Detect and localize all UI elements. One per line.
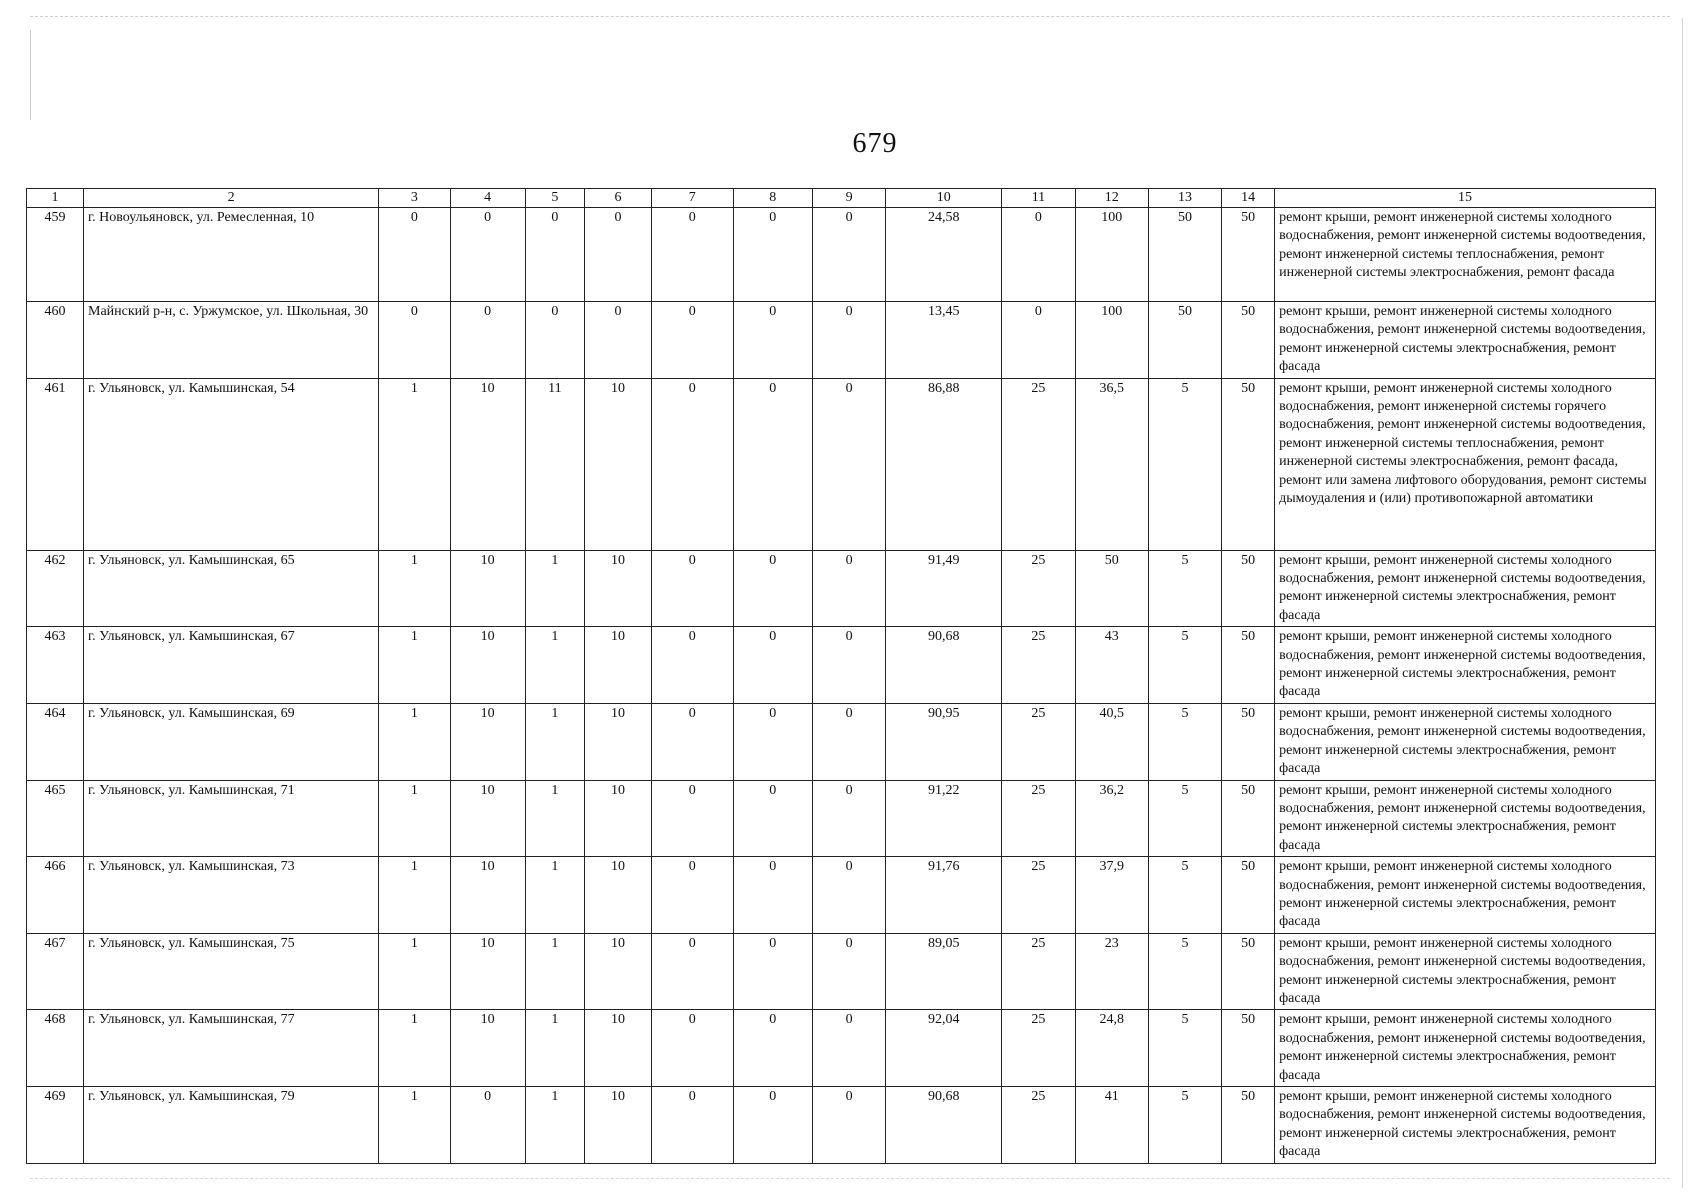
address-cell: г. Ульяновск, ул. Камышинская, 54 [84,378,379,550]
value-cell: 1 [525,627,584,704]
row-number-cell: 468 [27,1010,84,1087]
value-cell: 0 [812,933,885,1010]
page-number: 679 [852,128,898,159]
value-cell: 25 [1002,378,1075,550]
value-cell: 91,76 [886,857,1002,934]
address-cell: г. Ульяновск, ул. Камышинская, 67 [84,627,379,704]
value-cell: 1 [379,378,450,550]
repair-program-table-container [26,188,1656,1164]
column-header: 1 [27,189,84,208]
value-cell: 25 [1002,550,1075,627]
value-cell: 50 [1222,378,1275,550]
row-number-cell: 466 [27,857,84,934]
value-cell: 25 [1002,857,1075,934]
value-cell: 10 [584,780,651,857]
value-cell: 25 [1002,780,1075,857]
works-cell: ремонт крыши, ремонт инженерной системы холодного водоснабжения, ремонт инженерной системы водоотведения, ремонт инженерной системы электроснабжения, ремонт фасада [1275,703,1656,780]
value-cell: 0 [812,378,885,550]
value-cell: 1 [525,857,584,934]
address-cell: Майнский р-н, с. Уржумское, ул. Школьная, 30 [84,302,379,379]
table-row [27,627,1656,704]
value-cell: 10 [584,1010,651,1087]
value-cell: 0 [812,550,885,627]
value-cell: 50 [1222,1010,1275,1087]
value-cell: 1 [379,1087,450,1164]
table-row [27,378,1656,550]
value-cell: 10 [450,933,525,1010]
value-cell: 0 [652,780,733,857]
value-cell: 0 [652,208,733,302]
value-cell: 0 [652,302,733,379]
value-cell: 50 [1148,302,1221,379]
column-header: 12 [1075,189,1148,208]
value-cell: 5 [1148,933,1221,1010]
value-cell: 50 [1222,550,1275,627]
repair-program-table [26,188,1656,1164]
column-header: 5 [525,189,584,208]
works-cell: ремонт крыши, ремонт инженерной системы холодного водоснабжения, ремонт инженерной системы водоотведения, ремонт инженерной системы электроснабжения, ремонт фасада [1275,550,1656,627]
table-row [27,703,1656,780]
row-number-cell: 463 [27,627,84,704]
value-cell: 0 [450,208,525,302]
scan-edge-right [1682,18,1683,1188]
address-cell: г. Ульяновск, ул. Камышинская, 75 [84,933,379,1010]
table-row [27,1087,1656,1164]
value-cell: 40,5 [1075,703,1148,780]
works-cell: ремонт крыши, ремонт инженерной системы холодного водоснабжения, ремонт инженерной системы водоотведения, ремонт инженерной системы электроснабжения, ремонт фасада [1275,780,1656,857]
value-cell: 5 [1148,550,1221,627]
value-cell: 50 [1222,627,1275,704]
row-number-cell: 461 [27,378,84,550]
value-cell: 0 [652,550,733,627]
value-cell: 25 [1002,1087,1075,1164]
address-cell: г. Ульяновск, ул. Камышинская, 77 [84,1010,379,1087]
value-cell: 1 [379,933,450,1010]
value-cell: 25 [1002,1010,1075,1087]
value-cell: 50 [1075,550,1148,627]
value-cell: 5 [1148,627,1221,704]
value-cell: 0 [379,302,450,379]
column-header: 6 [584,189,651,208]
row-number-cell: 464 [27,703,84,780]
value-cell: 0 [652,857,733,934]
value-cell: 0 [652,703,733,780]
column-header: 4 [450,189,525,208]
value-cell: 1 [525,1087,584,1164]
row-number-cell: 462 [27,550,84,627]
value-cell: 0 [733,627,812,704]
value-cell: 0 [450,1087,525,1164]
value-cell: 5 [1148,857,1221,934]
value-cell: 37,9 [1075,857,1148,934]
value-cell: 0 [733,857,812,934]
value-cell: 50 [1222,857,1275,934]
table-row [27,550,1656,627]
value-cell: 36,2 [1075,780,1148,857]
value-cell: 0 [584,302,651,379]
value-cell: 41 [1075,1087,1148,1164]
value-cell: 0 [733,703,812,780]
value-cell: 50 [1222,703,1275,780]
value-cell: 89,05 [886,933,1002,1010]
value-cell: 0 [652,627,733,704]
value-cell: 0 [450,302,525,379]
value-cell: 0 [584,208,651,302]
value-cell: 11 [525,378,584,550]
value-cell: 1 [379,703,450,780]
value-cell: 10 [584,627,651,704]
row-number-cell: 459 [27,208,84,302]
value-cell: 0 [652,1010,733,1087]
column-header: 11 [1002,189,1075,208]
scan-edge-left [30,30,31,120]
column-header: 7 [652,189,733,208]
value-cell: 50 [1222,208,1275,302]
value-cell: 0 [733,1087,812,1164]
value-cell: 50 [1222,933,1275,1010]
value-cell: 50 [1222,780,1275,857]
value-cell: 90,68 [886,1087,1002,1164]
column-header: 2 [84,189,379,208]
value-cell: 91,22 [886,780,1002,857]
value-cell: 0 [733,378,812,550]
value-cell: 0 [1002,302,1075,379]
value-cell: 0 [812,627,885,704]
value-cell: 10 [450,627,525,704]
column-header: 10 [886,189,1002,208]
address-cell: г. Новоульяновск, ул. Ремесленная, 10 [84,208,379,302]
value-cell: 0 [379,208,450,302]
value-cell: 10 [584,703,651,780]
value-cell: 0 [733,1010,812,1087]
row-number-cell: 460 [27,302,84,379]
value-cell: 1 [379,627,450,704]
value-cell: 1 [379,780,450,857]
value-cell: 5 [1148,703,1221,780]
scan-edge-bottom [30,1178,1670,1179]
value-cell: 10 [450,857,525,934]
table-row [27,933,1656,1010]
value-cell: 1 [379,550,450,627]
value-cell: 23 [1075,933,1148,1010]
table-row [27,208,1656,302]
column-header: 8 [733,189,812,208]
value-cell: 5 [1148,1087,1221,1164]
table-row [27,780,1656,857]
value-cell: 1 [525,550,584,627]
value-cell: 0 [812,857,885,934]
works-cell: ремонт крыши, ремонт инженерной системы холодного водоснабжения, ремонт инженерной системы водоотведения, ремонт инженерной системы электроснабжения, ремонт фасада [1275,933,1656,1010]
address-cell: г. Ульяновск, ул. Камышинская, 73 [84,857,379,934]
column-header: 9 [812,189,885,208]
value-cell: 1 [525,933,584,1010]
value-cell: 50 [1148,208,1221,302]
value-cell: 0 [652,1087,733,1164]
value-cell: 10 [450,780,525,857]
value-cell: 36,5 [1075,378,1148,550]
value-cell: 25 [1002,703,1075,780]
value-cell: 0 [525,208,584,302]
value-cell: 10 [450,1010,525,1087]
works-cell: ремонт крыши, ремонт инженерной системы холодного водоснабжения, ремонт инженерной системы водоотведения, ремонт инженерной системы электроснабжения, ремонт фасада [1275,1087,1656,1164]
value-cell: 1 [525,703,584,780]
value-cell: 50 [1222,1087,1275,1164]
value-cell: 0 [733,933,812,1010]
row-number-cell: 469 [27,1087,84,1164]
value-cell: 0 [812,302,885,379]
column-header: 15 [1275,189,1656,208]
value-cell: 24,8 [1075,1010,1148,1087]
value-cell: 0 [652,378,733,550]
scan-edge-top [30,16,1670,17]
column-header: 3 [379,189,450,208]
value-cell: 10 [450,703,525,780]
header-row [27,189,1656,208]
address-cell: г. Ульяновск, ул. Камышинская, 69 [84,703,379,780]
works-cell: ремонт крыши, ремонт инженерной системы холодного водоснабжения, ремонт инженерной системы водоотведения, ремонт инженерной системы теплоснабжения, ремонт инженерной системы электроснабжения, ремонт фасада [1275,208,1656,302]
value-cell: 0 [733,302,812,379]
value-cell: 0 [812,1087,885,1164]
address-cell: г. Ульяновск, ул. Камышинская, 79 [84,1087,379,1164]
value-cell: 90,68 [886,627,1002,704]
value-cell: 0 [652,933,733,1010]
value-cell: 10 [450,378,525,550]
value-cell: 10 [450,550,525,627]
address-cell: г. Ульяновск, ул. Камышинская, 71 [84,780,379,857]
value-cell: 10 [584,378,651,550]
value-cell: 10 [584,933,651,1010]
value-cell: 1 [379,857,450,934]
value-cell: 86,88 [886,378,1002,550]
value-cell: 0 [1002,208,1075,302]
value-cell: 0 [812,208,885,302]
value-cell: 43 [1075,627,1148,704]
column-header: 14 [1222,189,1275,208]
value-cell: 100 [1075,208,1148,302]
value-cell: 0 [733,780,812,857]
value-cell: 91,49 [886,550,1002,627]
table-row [27,1010,1656,1087]
value-cell: 92,04 [886,1010,1002,1087]
value-cell: 100 [1075,302,1148,379]
value-cell: 5 [1148,1010,1221,1087]
value-cell: 0 [525,302,584,379]
value-cell: 5 [1148,378,1221,550]
value-cell: 50 [1222,302,1275,379]
works-cell: ремонт крыши, ремонт инженерной системы холодного водоснабжения, ремонт инженерной системы горячего водоснабжения, ремонт инженерной системы водоотведения, ремонт инженерной системы теплоснабжения, ремонт инженерной системы электроснабжения, ремонт фасада, ремонт или замена лифтового оборудования, ремонт системы дымоудаления и (или) противопожарной автоматики [1275,378,1656,550]
table-row [27,857,1656,934]
value-cell: 24,58 [886,208,1002,302]
row-number-cell: 465 [27,780,84,857]
value-cell: 13,45 [886,302,1002,379]
works-cell: ремонт крыши, ремонт инженерной системы холодного водоснабжения, ремонт инженерной системы водоотведения, ремонт инженерной системы электроснабжения, ремонт фасада [1275,302,1656,379]
works-cell: ремонт крыши, ремонт инженерной системы холодного водоснабжения, ремонт инженерной системы водоотведения, ремонт инженерной системы электроснабжения, ремонт фасада [1275,627,1656,704]
value-cell: 10 [584,1087,651,1164]
value-cell: 1 [525,1010,584,1087]
works-cell: ремонт крыши, ремонт инженерной системы холодного водоснабжения, ремонт инженерной системы водоотведения, ремонт инженерной системы электроснабжения, ремонт фасада [1275,857,1656,934]
value-cell: 25 [1002,627,1075,704]
value-cell: 10 [584,550,651,627]
address-cell: г. Ульяновск, ул. Камышинская, 65 [84,550,379,627]
works-cell: ремонт крыши, ремонт инженерной системы холодного водоснабжения, ремонт инженерной системы водоотведения, ремонт инженерной системы электроснабжения, ремонт фасада [1275,1010,1656,1087]
value-cell: 0 [812,780,885,857]
value-cell: 25 [1002,933,1075,1010]
value-cell: 10 [584,857,651,934]
value-cell: 1 [525,780,584,857]
value-cell: 5 [1148,780,1221,857]
value-cell: 0 [812,1010,885,1087]
row-number-cell: 467 [27,933,84,1010]
table-row [27,302,1656,379]
value-cell: 0 [733,208,812,302]
column-header: 13 [1148,189,1221,208]
value-cell: 1 [379,1010,450,1087]
value-cell: 0 [733,550,812,627]
value-cell: 90,95 [886,703,1002,780]
value-cell: 0 [812,703,885,780]
